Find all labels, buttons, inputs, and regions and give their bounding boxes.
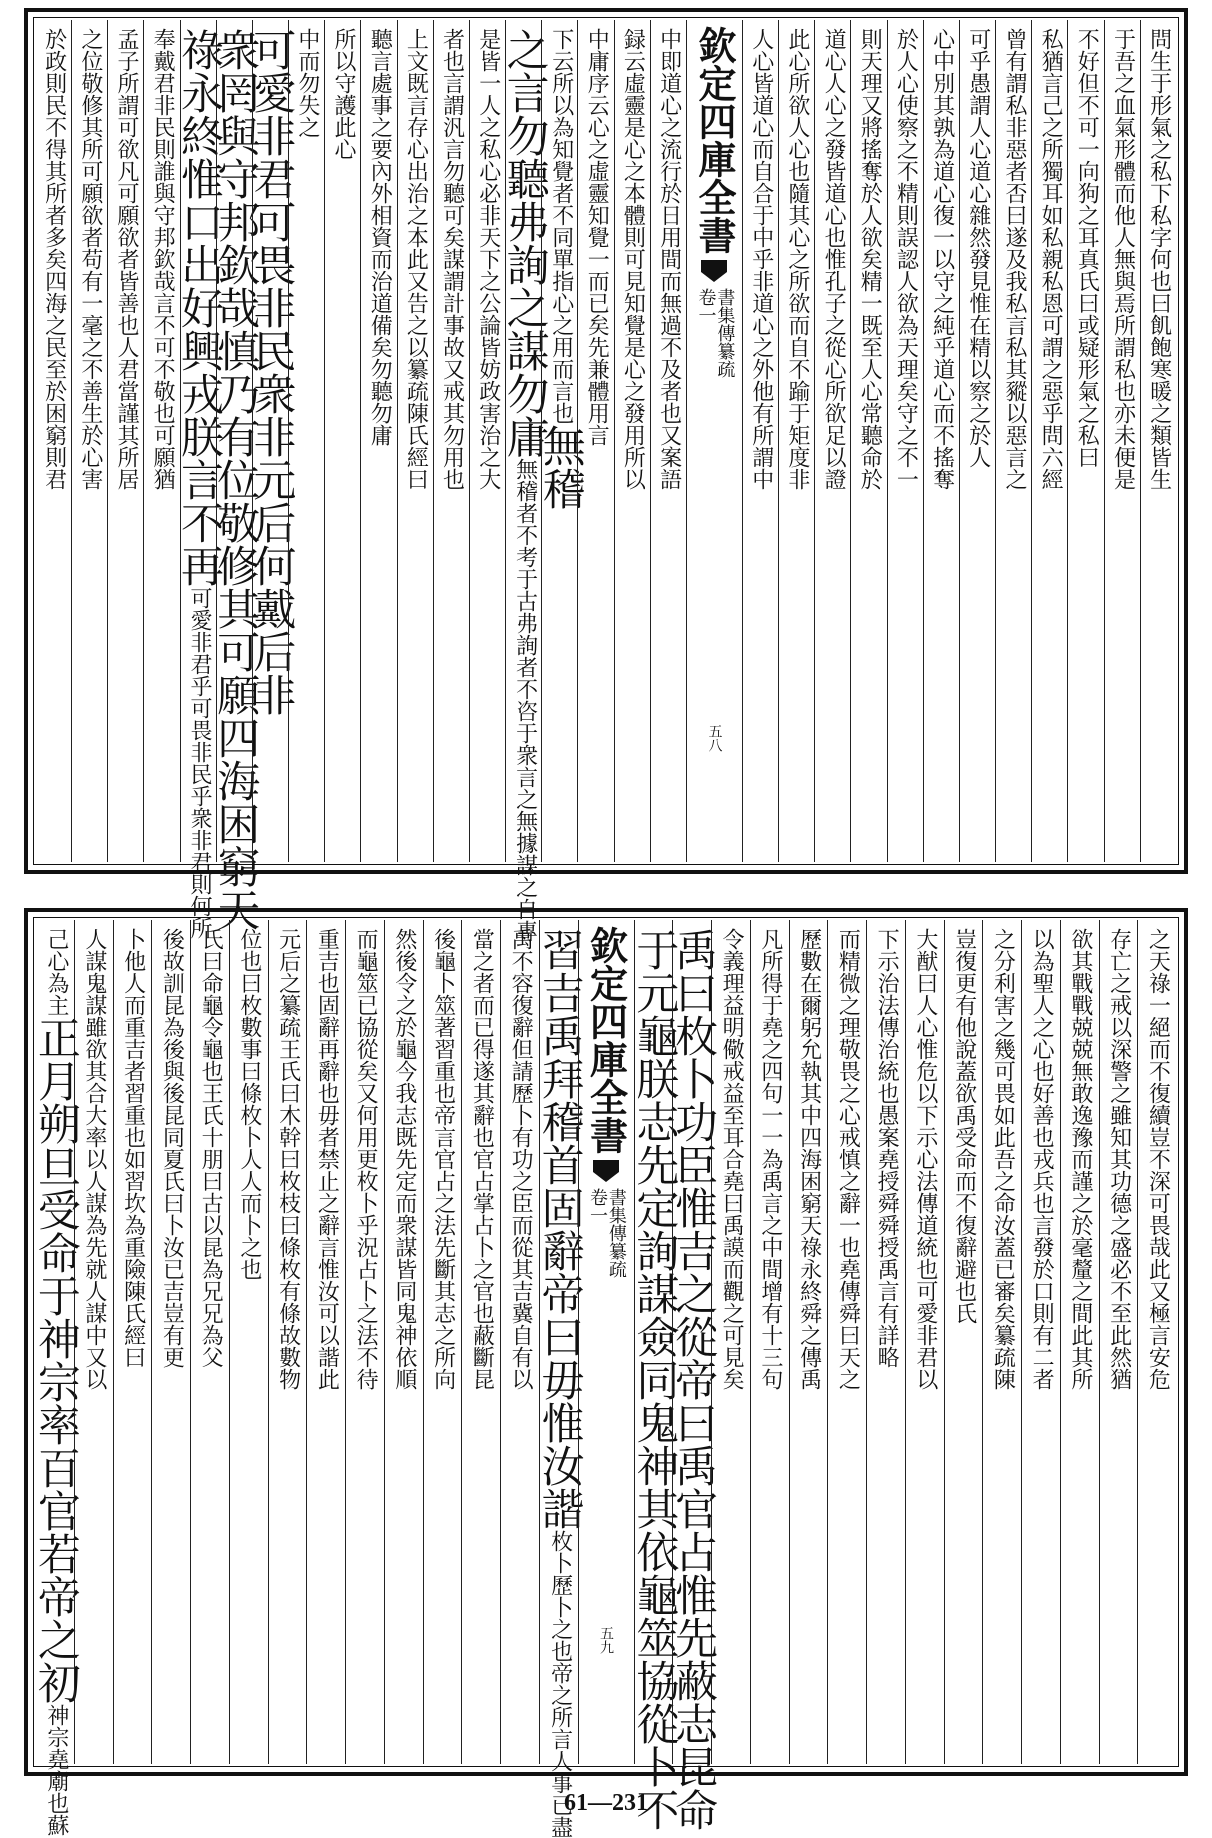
- text-column: [151, 920, 190, 1764]
- leaf-number: 五九: [598, 1626, 614, 1654]
- column-text: [115, 20, 137, 862]
- collection-title: 欽定四庫全書: [691, 26, 737, 254]
- commentary-text-secondary: 民乎衆非君則何所: [187, 763, 213, 939]
- commentary-text: 人心皆道心而自合于中乎非道心之外他有所謂中: [748, 28, 774, 490]
- column-text: [275, 920, 301, 1764]
- text-column: [461, 920, 500, 1764]
- text-column: [711, 920, 750, 1764]
- column-text: [893, 20, 919, 862]
- book-and-volume: [587, 1188, 625, 1278]
- column-text: [912, 920, 938, 1764]
- text-column: [113, 920, 152, 1764]
- main-text: 之言勿聽弗詢之謀勿庸: [499, 28, 550, 458]
- main-text: 于元龜朕志先定詢謀僉同鬼神其依龜筮協從卜不: [629, 928, 680, 1831]
- commentary-text: 後故訓昆為後與後昆同: [159, 928, 185, 1148]
- commentary-text: 而精微之理敬畏之心戒慎之辭一也堯傳舜曰天之: [835, 928, 861, 1390]
- main-text: 衆罔與守邦欽哉慎乃有位敬修其可願四海困窮天: [210, 28, 261, 931]
- column-text: [620, 20, 646, 862]
- text-column: [982, 920, 1021, 1764]
- commentary-text-secondary: 纂疏陳: [990, 1324, 1016, 1390]
- column-text: [391, 920, 417, 1764]
- column-text: [508, 920, 534, 1764]
- text-column: [995, 20, 1031, 862]
- column-text: [150, 20, 176, 862]
- commentary-text: 元后之: [275, 928, 301, 994]
- book-title: 書集傳纂疏: [714, 288, 736, 378]
- commentary-text: 之位敬修其所可願欲者苟有一毫之不善生於心害: [77, 28, 103, 490]
- text-column: [433, 20, 469, 862]
- volume-label: 卷一: [695, 288, 717, 324]
- text-column: [1104, 20, 1140, 862]
- column-text: [990, 920, 1016, 1764]
- text-column: [668, 920, 719, 1831]
- commentary-text-secondary: 夏氏曰卜汝已吉豈有更: [159, 1148, 185, 1368]
- commentary-text-secondary: 愚案堯授舜舜授禹言有詳略: [874, 1104, 900, 1368]
- text-column: [190, 920, 229, 1764]
- text-column: [288, 20, 324, 862]
- column-text: [784, 20, 810, 862]
- text-column: [959, 20, 995, 862]
- column-text: [796, 920, 822, 1764]
- commentary-text: 後龜卜筮著習重也帝言官占之法先斷其志之所向: [430, 928, 456, 1390]
- column-text: [874, 920, 900, 1764]
- text-column: [1067, 20, 1103, 862]
- column-text: [236, 920, 262, 1764]
- column-text: [748, 20, 774, 862]
- commentary-text: 下示治法傳治統也: [874, 928, 900, 1104]
- column-text: [835, 920, 861, 1764]
- commentary-text: 問生于形氣之私下私字何也曰飢飽寒暖之類皆生: [1146, 28, 1172, 490]
- top-page: [24, 8, 1188, 942]
- commentary-text: 可愛非君乎可畏非: [187, 587, 213, 763]
- text-column: [107, 20, 143, 862]
- text-column: [229, 920, 268, 1764]
- commentary-text: 可乎愚謂人心道心雜然發見惟在精以察之於人: [965, 28, 991, 468]
- commentary-text-secondary: 之所言人事已盡: [547, 1684, 573, 1838]
- commentary-text: 位也: [236, 928, 262, 972]
- column-text: [475, 20, 501, 862]
- commentary-text: 曾有謂私非惡者否曰遂及我私言私其豵以惡言之: [1001, 28, 1027, 490]
- commentary-text: 於政則民不得其所者多矣四海之民至於困窮則君: [41, 28, 67, 490]
- commentary-text: 中而勿失之: [294, 28, 320, 138]
- column-text: [77, 20, 103, 862]
- text-column: [71, 20, 107, 862]
- column-text: [430, 920, 456, 1764]
- text-column: [850, 20, 886, 862]
- text-column: [923, 20, 959, 862]
- commentary-text-secondary: 纂疏陳氏經曰: [403, 358, 429, 490]
- text-column: [1031, 20, 1067, 862]
- column-text: [120, 920, 146, 1764]
- column-text: [331, 20, 357, 862]
- commentary-text: 存亡之戒以深警之雖知其功德之盛必不至此然猶: [1106, 928, 1132, 1390]
- commentary-text: 録云虛靈是心之本體則可見知覺是心之發用所以: [620, 28, 646, 490]
- center-column-header: [686, 20, 742, 862]
- center-column-header: [578, 920, 634, 1764]
- commentary-text-secondary: 咨于衆言之無據謀之自專: [512, 700, 538, 942]
- column-text: [719, 920, 745, 1764]
- commentary-text: 上文既言存心出治之本此又告之以: [403, 28, 429, 358]
- column-text: [757, 920, 783, 1764]
- commentary-text: 于吾之血氣形體而他人無與焉所謂私也亦未便是: [1110, 28, 1136, 490]
- commentary-text: 不好但不可一向狗之耳: [1074, 28, 1100, 248]
- commentary-text: 重吉也固辭再辭也毋者禁止之辭言惟汝可以諧此: [314, 928, 340, 1390]
- commentary-text: 心中別其孰為道心復一以守之純乎道心而不搖奪: [929, 28, 955, 490]
- column-text: [535, 20, 586, 862]
- commentary-text: 奉戴君非民則誰與守邦欽哉言不可不敬也可願猶: [150, 28, 176, 490]
- column-text: [30, 920, 81, 1836]
- main-text: 可愛非君可畏非民衆非元后何戴后非: [246, 28, 297, 716]
- column-text: [1067, 920, 1093, 1764]
- text-column: [1140, 20, 1176, 862]
- leaf-number: 五八: [706, 724, 723, 752]
- commentary-text-secondary: 氏: [951, 1302, 977, 1324]
- text-column: [30, 920, 81, 1836]
- commentary-text: 凡所得于堯之四句一一為禹言之中間增有十三句: [757, 928, 783, 1390]
- commentary-text: 而龜筮已協從矣又何用更枚卜乎況占卜之法不待: [353, 928, 379, 1390]
- text-column: [944, 920, 983, 1764]
- volume-label: 卷一: [587, 1188, 608, 1224]
- text-column: [614, 20, 650, 862]
- column-text: [439, 20, 465, 862]
- page-footer-number: 61—231: [564, 1790, 648, 1816]
- commentary-text: 卜他人而重吉者習重也如習坎為重險: [120, 928, 146, 1280]
- column-text: [81, 920, 107, 1764]
- commentary-text: 下云所以為知覺者不同單指心之用而言也: [548, 28, 574, 424]
- text-column: [1060, 920, 1099, 1764]
- column-text: [857, 20, 883, 862]
- fishtail-mark: [591, 1160, 621, 1184]
- column-text: [534, 920, 585, 1838]
- column-text: [965, 20, 991, 862]
- text-column: [423, 920, 462, 1764]
- commentary-text: 大猷曰人心惟危以下示心法傳道統也可愛非君以: [912, 928, 938, 1390]
- commentary-text: 所以守護此心: [331, 28, 357, 160]
- main-text: 正月朔旦受命于神宗率百官若帝之初: [30, 1016, 81, 1704]
- commentary-text: 聽言處事之要內外相資而治道備矣: [367, 28, 393, 358]
- text-column: [345, 920, 384, 1764]
- commentary-text-secondary: 曰枚數事曰條枚卜人人而卜之也: [236, 972, 262, 1280]
- text-column: [1099, 920, 1138, 1764]
- commentary-text: 道心人心之發皆道心也惟孔子之從心所欲足以證: [821, 28, 847, 490]
- commentary-text: 豈復更有他說蓋欲禹受命而不復辭避也: [951, 928, 977, 1302]
- column-text: [1003, 20, 1025, 862]
- commentary-text: 者也言謂汎言勿聽可矣謀謂計事故又戒其勿用也: [439, 28, 465, 490]
- column-text: [314, 920, 340, 1764]
- text-column: [534, 920, 585, 1838]
- column-text: [1145, 920, 1171, 1764]
- text-column: [750, 920, 789, 1764]
- text-column: [577, 20, 613, 862]
- commentary-text: 則天理又將搖奪於人欲矣精一既至人心常聽命於: [857, 28, 883, 490]
- text-column: [500, 920, 539, 1764]
- commentary-text: 氏曰命龜令龜也: [198, 928, 224, 1082]
- commentary-text: 中即道心之流行於日用間而無過不及者也又案語: [656, 28, 682, 490]
- commentary-text: 己心為主: [43, 928, 69, 1016]
- commentary-text-secondary: 王氏十朋曰古以昆為兄兄為父: [198, 1082, 224, 1368]
- column-text: [821, 20, 847, 862]
- commentary-text: 之天祿一絕而不復續豈不深可畏哉此又極言安危: [1145, 928, 1171, 1390]
- collection-title: 欽定四庫全書: [583, 926, 629, 1154]
- column-text: [584, 20, 610, 862]
- column-text: [1146, 20, 1172, 862]
- main-text: 習吉禹拜稽首固辭帝曰毋惟汝諧: [534, 928, 585, 1530]
- column-text: [929, 20, 955, 862]
- text-column: [905, 920, 944, 1764]
- column-text: [656, 20, 682, 862]
- text-column: [306, 920, 345, 1764]
- column-text: [246, 20, 297, 862]
- column-text: [1106, 920, 1132, 1764]
- text-column: [866, 920, 905, 1764]
- commentary-text: 私猶言己之所獨耳如私親私恩可謂之惡乎問六經: [1038, 28, 1064, 490]
- commentary-text: 枚卜歷卜之也帝: [547, 1530, 573, 1684]
- text-column: [1137, 920, 1176, 1764]
- text-column: [778, 20, 814, 862]
- column-text: [1038, 20, 1064, 862]
- commentary-text-secondary: 勿聽勿庸: [367, 358, 393, 446]
- commentary-text: 中庸序云心之虛靈知覺一而已矣先兼體用言: [584, 28, 610, 446]
- commentary-text-secondary: 真氏曰或疑形氣之私曰: [1074, 248, 1100, 468]
- commentary-text: 歷數在爾躬允執其中四海困窮天祿永終舜之傳禹: [796, 928, 822, 1390]
- text-column: [360, 20, 396, 862]
- text-column: [268, 920, 307, 1764]
- commentary-text-secondary: 纂疏王氏曰木幹曰枚枝曰條枚有條故數物: [275, 994, 301, 1390]
- text-column: [324, 20, 360, 862]
- text-column: [384, 920, 423, 1764]
- text-column: [887, 20, 923, 862]
- column-text: [469, 920, 495, 1764]
- text-column: [827, 920, 866, 1764]
- column-text: [41, 20, 67, 862]
- column-text: [198, 920, 224, 1764]
- text-column: [629, 920, 680, 1831]
- column-text: [668, 920, 719, 1831]
- commentary-text: 此心所欲人心也隨其心之所欲而自不踰于矩度非: [784, 28, 810, 490]
- commentary-text: 於人心使察之不精則誤認人欲為天理矣守之不一: [893, 28, 919, 490]
- commentary-text: 之分利害之幾可畏如此吾之命汝蓋已審矣: [990, 928, 1016, 1324]
- main-text: 禹曰枚卜功臣惟吉之從帝曰禹官占惟先蔽志昆命: [668, 928, 719, 1831]
- commentary-text: 是皆一人之私心必非天下之公論皆妨政害治之大: [475, 28, 501, 490]
- column-text: [403, 20, 429, 862]
- text-column: [535, 20, 586, 862]
- commentary-text-secondary: 陳氏經曰: [120, 1280, 146, 1368]
- commentary-text: 禹不容復辭但請歷卜有功之臣而從其吉冀自有以: [508, 928, 534, 1390]
- column-text: [353, 920, 379, 1764]
- text-column: [650, 20, 686, 862]
- text-column: [36, 20, 71, 862]
- commentary-text: 以為聖人之心也好善也戎兵也言發於口則有二者: [1029, 928, 1055, 1390]
- commentary-text: 令義理益明儆戒益至耳合堯曰禹謨而觀之可見矣: [719, 928, 745, 1390]
- column-text: [1029, 920, 1055, 1764]
- column-text: [159, 920, 185, 1764]
- text-column: [246, 20, 297, 862]
- commentary-text: 孟子所謂可欲凡可願欲者皆善也人君當謹其所居: [113, 28, 139, 490]
- text-column: [1021, 920, 1060, 1764]
- commentary-text: 當之者而已得遂其辭也官占掌占卜之官也蔽斷昆: [469, 928, 495, 1390]
- text-column: [397, 20, 433, 862]
- book-and-volume: [696, 288, 734, 378]
- column-text: [1110, 20, 1136, 862]
- column-text: [367, 20, 393, 862]
- fishtail-mark: [699, 260, 729, 284]
- main-text: 祿永終惟口出好興戎朕言不再: [174, 28, 225, 587]
- commentary-text: 然後令之於龜今我志既先定而衆謀皆同鬼神依順: [391, 928, 417, 1390]
- text-column: [74, 920, 113, 1764]
- column-text: [294, 20, 320, 862]
- column-text: [1074, 20, 1100, 862]
- book-title: 書集傳纂疏: [605, 1188, 627, 1278]
- text-column: [742, 20, 778, 862]
- text-column: [789, 920, 828, 1764]
- column-text: [951, 920, 977, 1764]
- text-column: [814, 20, 850, 862]
- main-text: 無稽: [535, 424, 586, 510]
- commentary-text: 無稽者不考于古弗詢者不: [512, 458, 538, 700]
- commentary-text: 人謀鬼謀雖欲其合大率以人謀為先就人謀中又以: [81, 928, 107, 1390]
- commentary-text: 欲其戰戰兢兢無敢逸豫而謹之於毫釐之間此其所: [1067, 928, 1093, 1390]
- commentary-text-tail: 神宗堯廟也蘇: [43, 1704, 69, 1836]
- top-page-columns: [36, 20, 1176, 942]
